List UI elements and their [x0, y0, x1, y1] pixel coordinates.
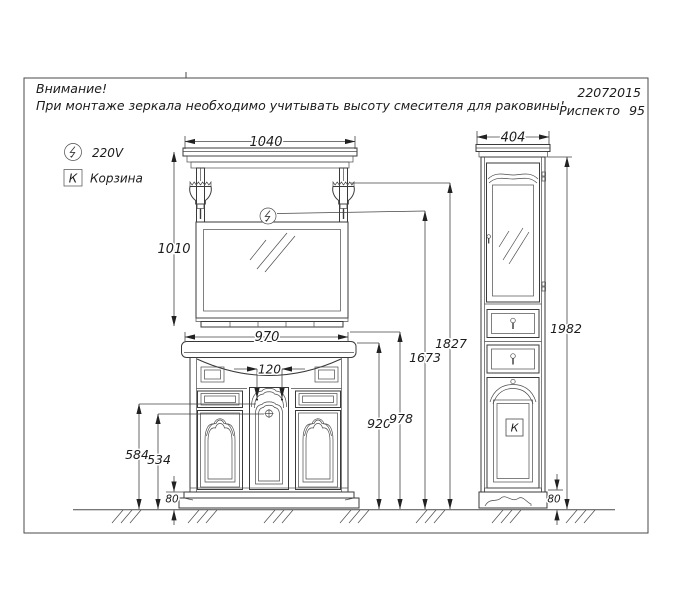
dim-label-80-left: 80	[165, 493, 179, 506]
basket-mark	[506, 419, 523, 436]
dim-label-404: 404	[500, 130, 526, 146]
dim-label-120: 120	[258, 362, 281, 377]
basket-symbol: К	[68, 171, 78, 186]
dim-label-1673: 1673	[409, 350, 441, 365]
dim-label-1040: 1040	[249, 135, 283, 150]
dim-label-920: 920	[367, 416, 391, 431]
dim-label-534: 534	[147, 452, 171, 467]
dim-label-978: 978	[389, 411, 413, 426]
power-point-symbol	[260, 208, 276, 224]
dim-label-1982: 1982	[550, 321, 582, 336]
basket-label: Корзина	[90, 171, 143, 186]
attention-title: Внимание!	[36, 81, 107, 96]
dim-label-1827: 1827	[435, 336, 467, 351]
model-size: 95	[629, 103, 645, 118]
voltage-label: 220V	[92, 146, 124, 160]
doc-code: 22072015	[577, 85, 641, 100]
basket-letter: К	[510, 421, 519, 435]
dim-label-584: 584	[125, 447, 149, 462]
dim-label-1010: 1010	[157, 242, 191, 257]
dim-label-970: 970	[254, 330, 280, 345]
attention-text: При монтаже зеркала необходимо учитывать высоту смесителя для раковины!	[36, 98, 565, 113]
dim-label-80-right: 80	[547, 493, 561, 506]
model-name: Риспекто	[559, 103, 620, 118]
